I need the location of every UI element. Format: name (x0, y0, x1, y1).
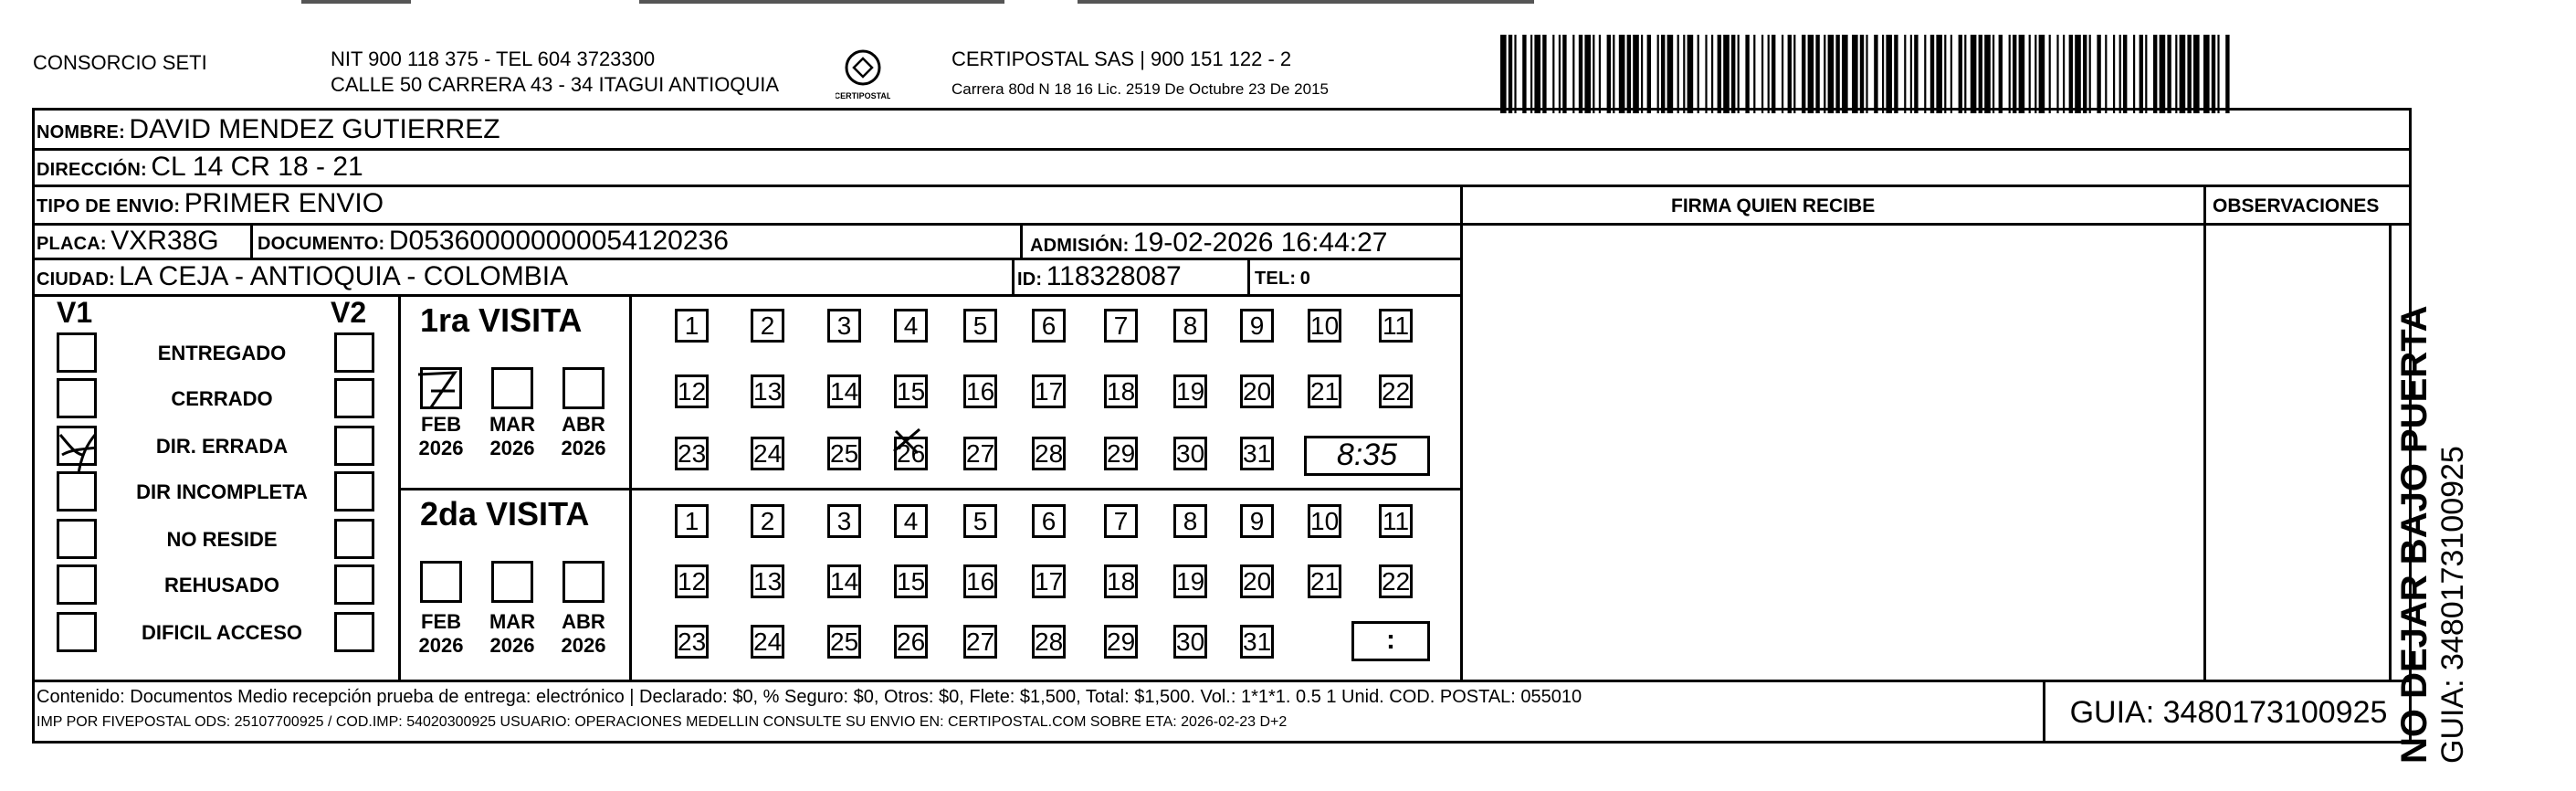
month-year: 2026 (561, 634, 606, 657)
handwritten-mark-feb (415, 367, 460, 413)
logo-text: CERTIPOSTAL (836, 91, 890, 100)
visit2-day-19[interactable]: 19 (1173, 564, 1207, 598)
visit1-day-14[interactable]: 14 (827, 374, 861, 408)
calendar-divider (629, 294, 632, 680)
visit1-day-12[interactable]: 12 (675, 374, 709, 408)
visit1-day-5[interactable]: 5 (963, 309, 997, 343)
documento-row (258, 225, 729, 262)
visit1-day-15[interactable]: 15 (894, 374, 928, 408)
visit1-day-3[interactable]: 3 (827, 309, 861, 343)
firma-header: FIRMA QUIEN RECIBE (1671, 195, 1876, 216)
v1-label: V1 (57, 296, 93, 329)
visit1-time-box[interactable]: 8:35 (1304, 436, 1430, 476)
admision-row (1030, 227, 1388, 264)
visit1-month-checkbox-mar[interactable] (491, 367, 533, 409)
v2-checkbox-dir-incompleta[interactable] (334, 471, 374, 512)
visit2-day-31[interactable]: 31 (1240, 625, 1274, 659)
visit1-day-1[interactable]: 1 (675, 309, 709, 343)
tipo-label: TIPO DE ENVIO: (37, 196, 181, 216)
status-label-entregado: ENTREGADO (157, 342, 287, 364)
nit-line: NIT 900 118 375 - TEL 604 3723300 (331, 47, 656, 70)
visit2-day-23[interactable]: 23 (675, 625, 709, 659)
tel-row (1255, 262, 1310, 297)
visit1-day-25[interactable]: 25 (827, 437, 861, 470)
id-row (1017, 260, 1182, 298)
visit2-day-27[interactable]: 27 (963, 625, 997, 659)
visit1-day-20[interactable]: 20 (1240, 374, 1274, 408)
visit2-day-2[interactable]: 2 (751, 504, 784, 538)
v2-checkbox-dificil-acceso[interactable] (334, 612, 374, 652)
no-dejar-bajo-puerta: NO DEJAR BAJO PUERTA (2394, 305, 2434, 764)
observaciones-area[interactable] (2206, 225, 2388, 679)
visit2-day-5[interactable]: 5 (963, 504, 997, 538)
side-guia: GUIA: 3480173100925 (2435, 446, 2470, 764)
direccion-value: CL 14 CR 18 - 21 (151, 152, 363, 182)
month-name: MAR (489, 413, 536, 436)
month-year: 2026 (418, 634, 464, 657)
row-divider (32, 185, 2412, 187)
visit2-day-1[interactable]: 1 (675, 504, 709, 538)
status-label-rehusado: REHUSADO (164, 574, 279, 596)
v1-checkbox-cerrado[interactable] (57, 378, 97, 418)
visit2-day-26[interactable]: 26 (894, 625, 928, 659)
visit1-day-2[interactable]: 2 (751, 309, 784, 343)
visit2-day-20[interactable]: 20 (1240, 564, 1274, 598)
admision-label: ADMISIÓN: (1030, 236, 1130, 256)
visit1-day-11[interactable]: 11 (1379, 309, 1413, 343)
footer-contenido: Contenido: Documentos Medio recepción prueba de entrega: electrónico | Declarado: $0, % Seguro: $0, Otros: $0, Flete: $1,500, Total: $1,500. Vol.: 1*1*1. 0.5 1 Unid. COD. POSTAL: 055010 (37, 687, 1582, 707)
v2-checkbox-no-reside[interactable] (334, 519, 374, 559)
placa-row (37, 225, 219, 262)
visit2-day-13[interactable]: 13 (751, 564, 784, 598)
visit2-month-label-feb (414, 610, 468, 658)
visit2-title: 2da VISITA (420, 495, 590, 533)
top-edge-mark (639, 0, 1004, 4)
visit2-day-15[interactable]: 15 (894, 564, 928, 598)
visit1-day-10[interactable]: 10 (1308, 309, 1341, 343)
visit2-day-4[interactable]: 4 (894, 504, 928, 538)
visit2-day-8[interactable]: 8 (1173, 504, 1207, 538)
month-year: 2026 (561, 437, 606, 459)
v2-checkbox-rehusado[interactable] (334, 564, 374, 605)
visit1-day-26[interactable]: 26 (894, 437, 928, 470)
visit1-day-21[interactable]: 21 (1308, 374, 1341, 408)
v1-checkbox-rehusado[interactable] (57, 564, 97, 605)
ciudad-label: CIUDAD: (37, 269, 115, 290)
cell-divider (250, 223, 253, 258)
status-label-dir-incompleta: DIR INCOMPLETA (136, 480, 308, 503)
visit1-day-31[interactable]: 31 (1240, 437, 1274, 470)
visit2-time-box[interactable]: : (1351, 621, 1430, 661)
visit1-month-checkbox-abr[interactable] (563, 367, 605, 409)
nombre-row (37, 113, 500, 151)
visit2-day-12[interactable]: 12 (675, 564, 709, 598)
month-year: 2026 (489, 437, 535, 459)
status-label-dificil-acceso: DIFICIL ACCESO (141, 621, 302, 644)
certipostal-line: CERTIPOSTAL SAS | 900 151 122 - 2 (952, 47, 1292, 70)
visit1-day-19[interactable]: 19 (1173, 374, 1207, 408)
month-name: FEB (421, 610, 461, 633)
direccion-row (37, 151, 363, 188)
visit2-day-11[interactable]: 11 (1379, 504, 1413, 538)
tel-value: 0 (1299, 269, 1311, 289)
ciudad-value: LA CEJA - ANTIOQUIA - COLOMBIA (119, 261, 569, 291)
visit1-day-9[interactable]: 9 (1240, 309, 1274, 343)
certipostal-logo (836, 46, 890, 106)
month-name: MAR (489, 610, 536, 633)
v1-checkbox-dir-incompleta[interactable] (57, 471, 97, 512)
status-label-no-reside: NO RESIDE (166, 528, 278, 551)
status-label-cerrado: CERRADO (171, 387, 273, 410)
id-value: 118328087 (1046, 261, 1182, 291)
month-name: FEB (421, 413, 461, 436)
visit1-month-label-feb (414, 413, 468, 460)
visit1-title: 1ra VISITA (420, 301, 583, 339)
visit1-day-27[interactable]: 27 (963, 437, 997, 470)
visit1-day-4[interactable]: 4 (894, 309, 928, 343)
visit2-day-16[interactable]: 16 (963, 564, 997, 598)
visit2-month-label-abr (556, 610, 611, 658)
visit1-day-18[interactable]: 18 (1104, 374, 1138, 408)
month-year: 2026 (489, 634, 535, 657)
company-name: CONSORCIO SETI (33, 51, 207, 74)
visit2-day-30[interactable]: 30 (1173, 625, 1207, 659)
nombre-label: NOMBRE: (37, 122, 125, 142)
visit2-day-17[interactable]: 17 (1032, 564, 1066, 598)
v2-label: V2 (331, 296, 367, 329)
v1-checkbox-dificil-acceso[interactable] (57, 612, 97, 652)
visit1-month-label-abr (556, 413, 611, 460)
ciudad-row (37, 260, 568, 298)
visit2-day-7[interactable]: 7 (1104, 504, 1138, 538)
handwritten-check-dir-errada (55, 427, 104, 477)
cell-divider (1020, 223, 1023, 258)
visit2-day-6[interactable]: 6 (1032, 504, 1066, 538)
address-line: CALLE 50 CARRERA 43 - 34 ITAGUI ANTIOQUIA (331, 73, 780, 96)
visit2-day-28[interactable]: 28 (1032, 625, 1066, 659)
visit2-day-14[interactable]: 14 (827, 564, 861, 598)
visit1-day-6[interactable]: 6 (1032, 309, 1066, 343)
footer-guia: GUIA: 3480173100925 (2043, 681, 2412, 744)
visit1-day-23[interactable]: 23 (675, 437, 709, 470)
tipo-value: PRIMER ENVIO (184, 188, 384, 218)
visit-divider (398, 488, 1461, 490)
tipo-row (37, 187, 384, 225)
direccion-label: DIRECCIÓN: (37, 160, 147, 180)
tel-label: TEL: (1255, 269, 1297, 289)
v1-checkbox-entregado[interactable] (57, 332, 97, 373)
visit2-month-label-mar (485, 610, 540, 658)
placa-label: PLACA: (37, 234, 107, 254)
v2-checkbox-entregado[interactable] (334, 332, 374, 373)
visit2-day-10[interactable]: 10 (1308, 504, 1341, 538)
observaciones-header: OBSERVACIONES (2213, 195, 2380, 216)
visit2-month-checkbox-abr[interactable] (563, 561, 605, 603)
visit2-day-18[interactable]: 18 (1104, 564, 1138, 598)
visit2-day-3[interactable]: 3 (827, 504, 861, 538)
month-name: ABR (562, 610, 605, 633)
status-label-dir-errada: DIR. ERRADA (155, 435, 289, 458)
visit1-day-16[interactable]: 16 (963, 374, 997, 408)
column-divider (2389, 223, 2392, 681)
documento-value: D053600000000054120236 (388, 226, 729, 256)
signature-area[interactable] (1463, 225, 2203, 679)
visit2-day-29[interactable]: 29 (1104, 625, 1138, 659)
month-year: 2026 (418, 437, 464, 459)
visit1-day-29[interactable]: 29 (1104, 437, 1138, 470)
visit1-day-28[interactable]: 28 (1032, 437, 1066, 470)
visit2-day-9[interactable]: 9 (1240, 504, 1274, 538)
nombre-value: DAVID MENDEZ GUTIERREZ (129, 114, 500, 144)
visit1-month-label-mar (485, 413, 540, 460)
cell-divider (1012, 258, 1015, 294)
placa-value: VXR38G (110, 226, 219, 256)
documento-label: DOCUMENTO: (258, 234, 385, 254)
visit2-month-checkbox-feb[interactable] (420, 561, 462, 603)
status-divider (398, 294, 401, 680)
v1-checkbox-no-reside[interactable] (57, 519, 97, 559)
visit1-day-22[interactable]: 22 (1379, 374, 1413, 408)
id-label: ID: (1017, 269, 1043, 290)
v2-checkbox-dir-errada[interactable] (334, 426, 374, 466)
visit2-day-21[interactable]: 21 (1308, 564, 1341, 598)
footer-imp: IMP POR FIVEPOSTAL ODS: 25107700925 / COD.IMP: 54020300925 USUARIO: OPERACIONES MEDELLIN CONSULTE SU ENVIO EN: CERTIPOSTAL.COM SOBRE ETA: 2026-02-23 D+2 (37, 714, 1288, 730)
visit2-day-22[interactable]: 22 (1379, 564, 1413, 598)
handwritten-strike-26 (890, 424, 923, 457)
barcode (1500, 35, 2231, 113)
visit1-day-30[interactable]: 30 (1173, 437, 1207, 470)
visit1-day-7[interactable]: 7 (1104, 309, 1138, 343)
visit2-day-24[interactable]: 24 (751, 625, 784, 659)
visit1-day-24[interactable]: 24 (751, 437, 784, 470)
top-edge-mark (1078, 0, 1534, 4)
visit2-day-25[interactable]: 25 (827, 625, 861, 659)
visit1-day-17[interactable]: 17 (1032, 374, 1066, 408)
visit1-day-8[interactable]: 8 (1173, 309, 1207, 343)
admision-value: 19-02-2026 16:44:27 (1132, 227, 1388, 258)
visit1-day-13[interactable]: 13 (751, 374, 784, 408)
top-edge-mark (301, 0, 411, 4)
license-line: Carrera 80d N 18 16 Lic. 2519 De Octubre 23 De 2015 (952, 80, 1329, 98)
v2-checkbox-cerrado[interactable] (334, 378, 374, 418)
month-name: ABR (562, 413, 605, 436)
visit2-month-checkbox-mar[interactable] (491, 561, 533, 603)
